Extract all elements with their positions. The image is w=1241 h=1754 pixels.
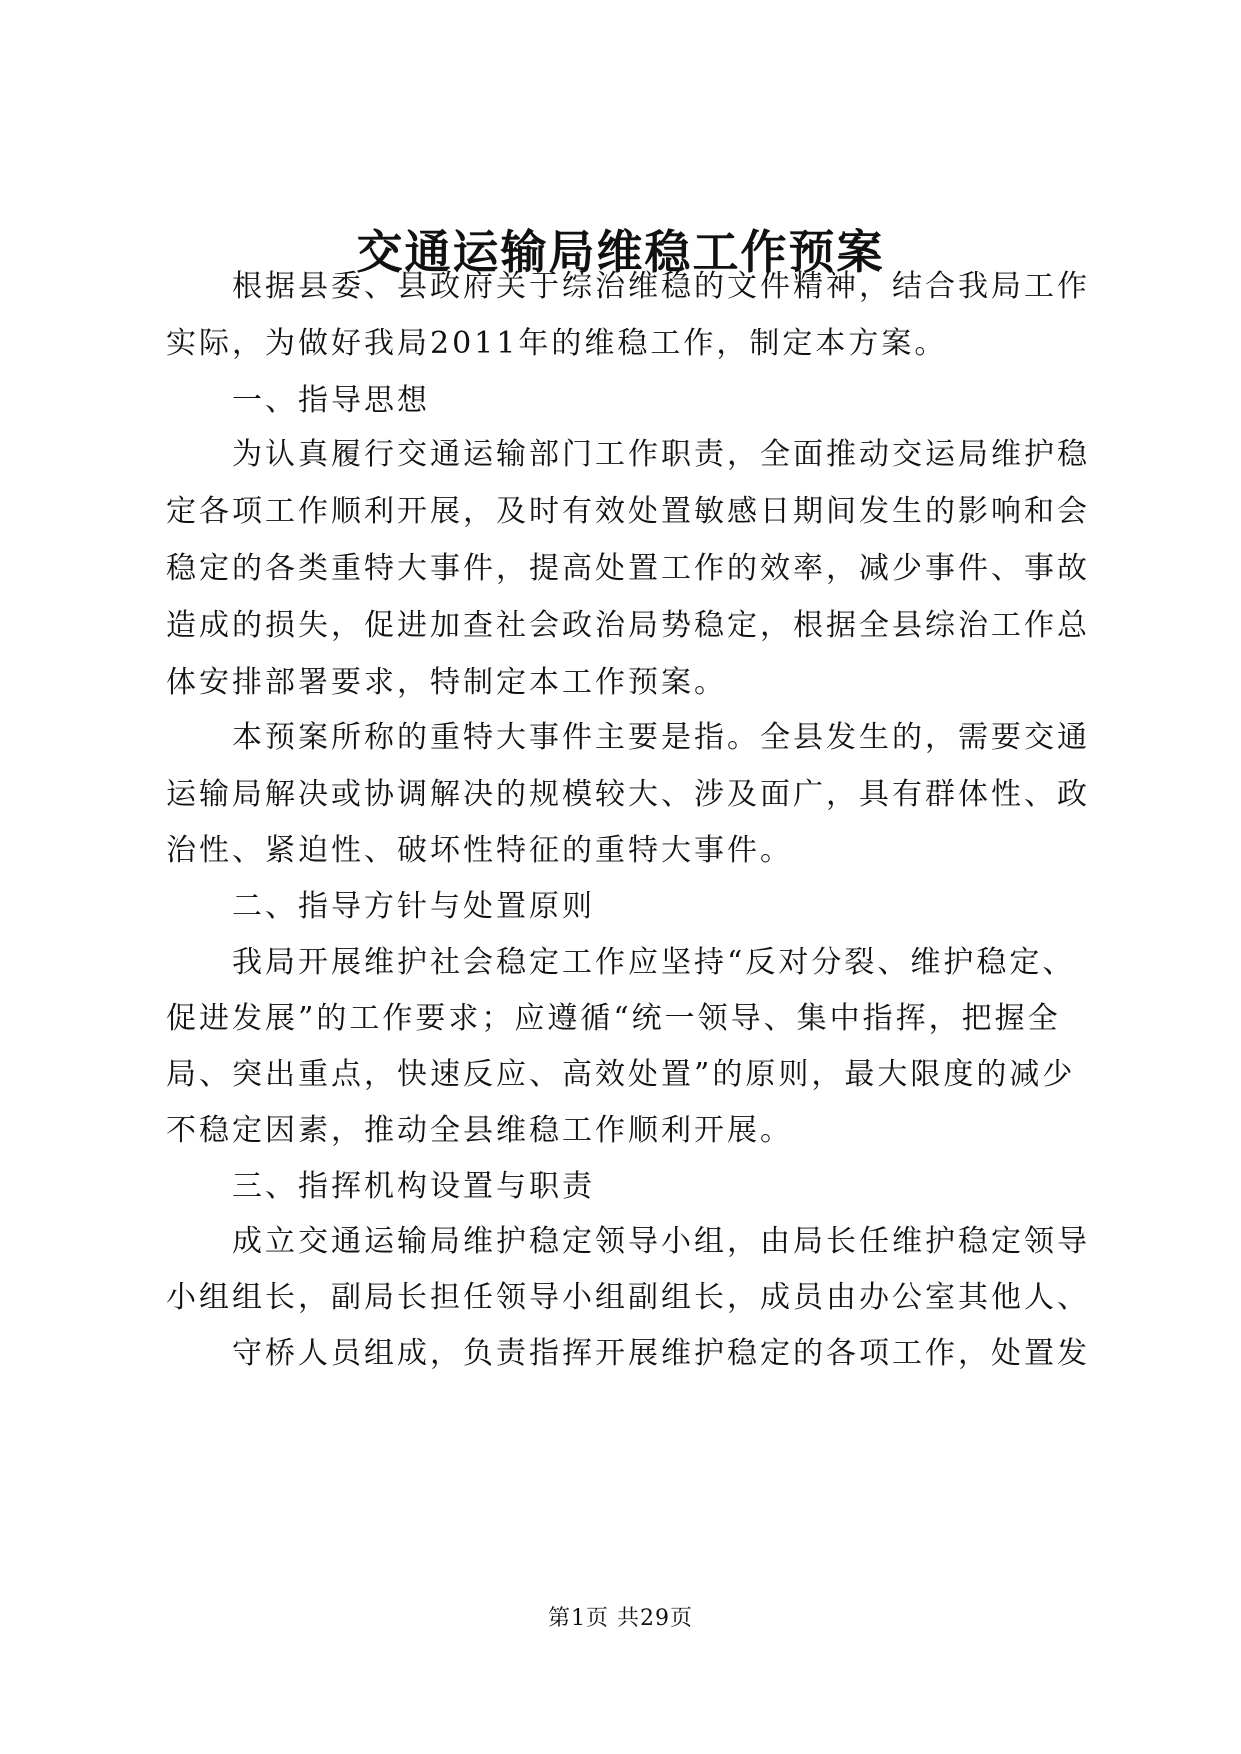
paragraph-line: 实际，为做好我局2011年的维稳工作，制定本方案。 bbox=[166, 326, 948, 361]
paragraph-line: 造成的损失，促进加查社会政治局势稳定，根据全县综治工作总 bbox=[166, 608, 1090, 643]
paragraph-line: 守桥人员组成，负责指挥开展维护稳定的各项工作，处置发 bbox=[232, 1336, 1090, 1371]
page-footer: 第1页 共29页 bbox=[548, 1606, 693, 1631]
paragraph-line: 为认真履行交通运输部门工作职责，全面推动交运局维护稳 bbox=[232, 437, 1090, 472]
paragraph-line: 局、突出重点，快速反应、高效处置”的原则，最大限度的减少 bbox=[166, 1057, 1076, 1092]
paragraph-line: 根据县委、县政府关于综治维稳的文件精神，结合我局工作 bbox=[232, 269, 1090, 304]
paragraph-line: 小组组长，副局长担任领导小组副组长，成员由办公室其他人、 bbox=[166, 1280, 1090, 1315]
paragraph-line: 本预案所称的重特大事件主要是指。全县发生的，需要交通 bbox=[232, 720, 1090, 755]
document-title: 交通运输局维稳工作预案 bbox=[356, 225, 885, 279]
paragraph-line: 成立交通运输局维护稳定领导小组，由局长任维护稳定领导 bbox=[232, 1224, 1090, 1259]
section-heading: 三、指挥机构设置与职责 bbox=[232, 1169, 595, 1204]
section-heading: 二、指导方针与处置原则 bbox=[232, 889, 595, 924]
paragraph-line: 稳定的各类重特大事件，提高处置工作的效率，减少事件、事故 bbox=[166, 551, 1090, 586]
paragraph-line: 不稳定因素，推动全县维稳工作顺利开展。 bbox=[166, 1113, 793, 1148]
paragraph-line: 治性、紧迫性、破坏性特征的重特大事件。 bbox=[166, 833, 793, 868]
paragraph-line: 定各项工作顺利开展，及时有效处置敏感日期间发生的影响和会 bbox=[166, 494, 1090, 529]
paragraph-line: 我局开展维护社会稳定工作应坚持“反对分裂、维护稳定、 bbox=[232, 945, 1076, 980]
paragraph-line: 运输局解决或协调解决的规模较大、涉及面广，具有群体性、政 bbox=[166, 777, 1090, 812]
section-heading: 一、指导思想 bbox=[232, 383, 430, 418]
paragraph-line: 体安排部署要求，特制定本工作预案。 bbox=[166, 665, 727, 700]
paragraph-line: 促进发展”的工作要求；应遵循“统一领导、集中指挥，把握全 bbox=[166, 1001, 1061, 1036]
